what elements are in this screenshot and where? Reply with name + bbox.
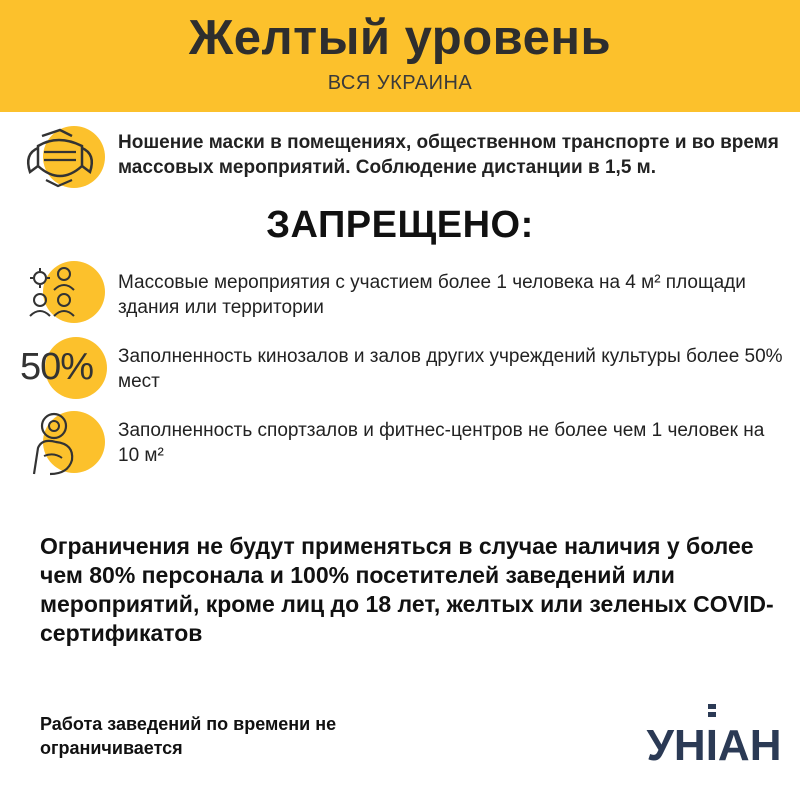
banned-item-text: Массовые мероприятия с участием более 1 человека на 4 м² площади здания или территории	[118, 272, 746, 318]
header-banner	[0, 0, 800, 112]
crowd-virus-icon	[20, 258, 110, 338]
banned-item-mass-events	[0, 258, 800, 328]
banned-item-cinemas	[0, 334, 800, 404]
footer-note: Работа заведений по времени не ограничивается	[40, 714, 337, 758]
fifty-percent-label: 50%	[20, 346, 94, 388]
banned-item-gyms	[0, 404, 800, 478]
mask-rule	[0, 124, 800, 204]
page-subtitle: ВСЯ УКРАИНА	[327, 72, 473, 94]
banned-item-text: Заполненность кинозалов и залов других учреждений культуры более 50% мест	[118, 346, 783, 392]
exceptions-text: Ограничения не будут применяться в случае наличия у более чем 80% персонала и 100% посетителей заведений или мероприятий, кроме лиц до 18 лет, желтых или зеленых COVID-сертификатов	[40, 533, 774, 646]
face-mask-icon	[20, 124, 110, 204]
logo-text: УНІАН	[646, 721, 782, 770]
banned-title: ЗАПРЕЩЕНО:	[266, 204, 534, 246]
mask-rule-text: Ношение маски в помещениях, общественном транспорте и во время массовых мероприятий. Соблюдение дистанции в 1,5 м.	[118, 132, 779, 178]
fifty-percent-icon	[20, 334, 110, 414]
banned-item-text: Заполненность спортзалов и фитнес-центров не более чем 1 человек на 10 м²	[118, 420, 765, 466]
uniian-logo	[646, 704, 782, 770]
page-title: Желтый уровень	[188, 11, 612, 65]
flexed-arm-icon	[20, 404, 110, 484]
